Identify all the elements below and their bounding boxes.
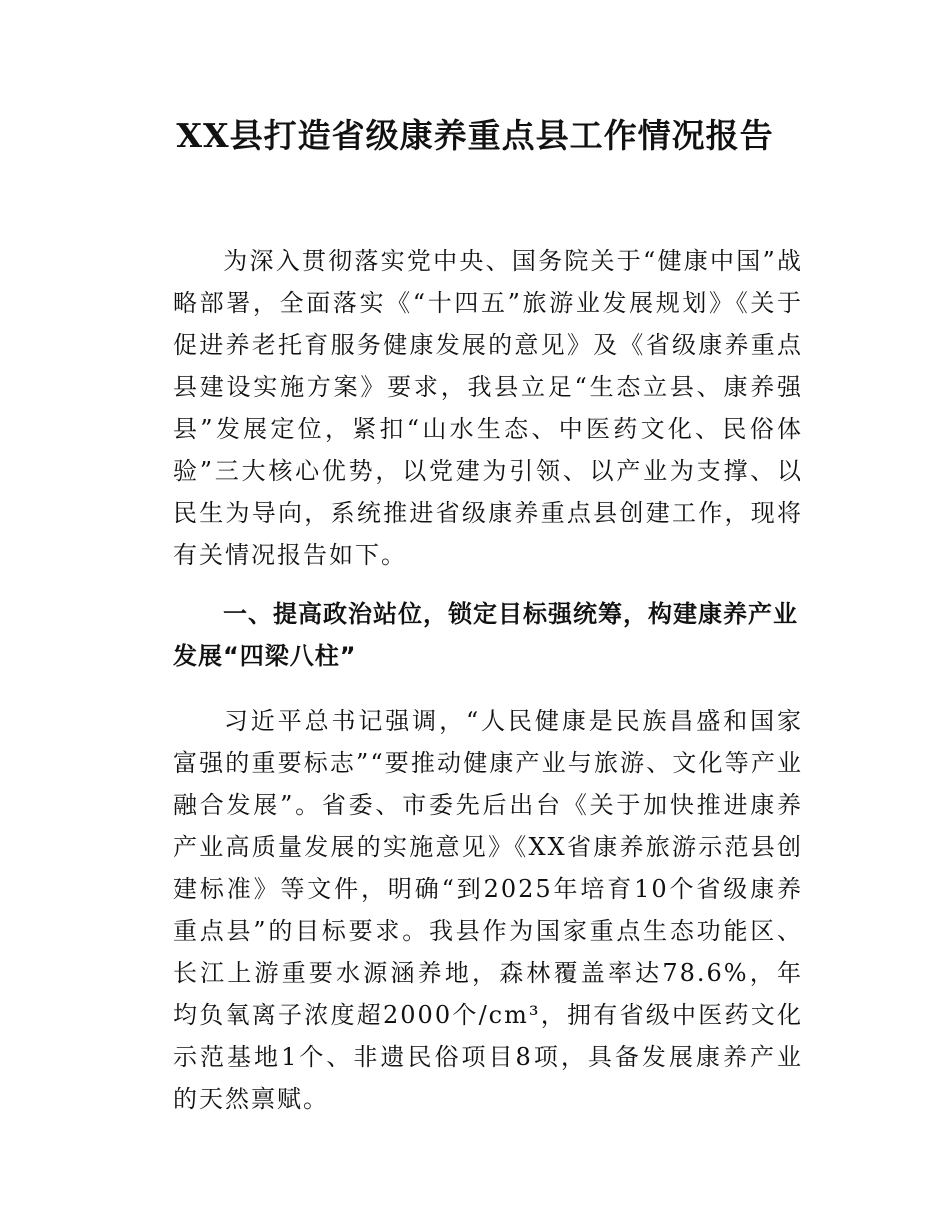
paragraph-intro bbox=[173, 240, 803, 576]
section-heading-1 bbox=[173, 593, 813, 677]
paragraph-intro-text: 为深入贯彻落实党中央、国务院关于“健康中国”战略部署，全面落实《“十四五”旅游业发展规划》《关于促进养老托育服务健康发展的意见》及《省级康养重点县建设实施方案》要求，我县立足“生态立县、康养强县”发展定位，紧扣“山水生态、中医药文化、民俗体验”三大核心优势，以党建为引领、以产业为支撑、以民生为导向，系统推进省级康养重点县创建工作，现将有关情况报告如下。 bbox=[173, 247, 803, 569]
section-heading-1-text: 一、提高政治站位，锁定目标强统筹，构建康养产业发展“四梁八柱” bbox=[173, 600, 798, 670]
paragraph-section-1 bbox=[173, 700, 803, 1120]
paragraph-section-1-text: 习近平总书记强调，“人民健康是民族昌盛和国家富强的重要标志”“要推动健康产业与旅游、文化等产业融合发展”。省委、市委先后出台《关于加快推进康养产业高质量发展的实施意见》《XX省康养旅游示范县创建标准》等文件，明确“到2025年培育10个省级康养重点县”的目标要求。我县作为国家重点生态功能区、长江上游重要水源涵养地，森林覆盖率达78.6%，年均负氧离子浓度超2000个/cm³，拥有省级中医药文化示范基地1个、非遗民俗项目8项，具备发展康养产业的天然禀赋。 bbox=[173, 707, 803, 1113]
document-title: XX县打造省级康养重点县工作情况报告 bbox=[176, 116, 774, 155]
